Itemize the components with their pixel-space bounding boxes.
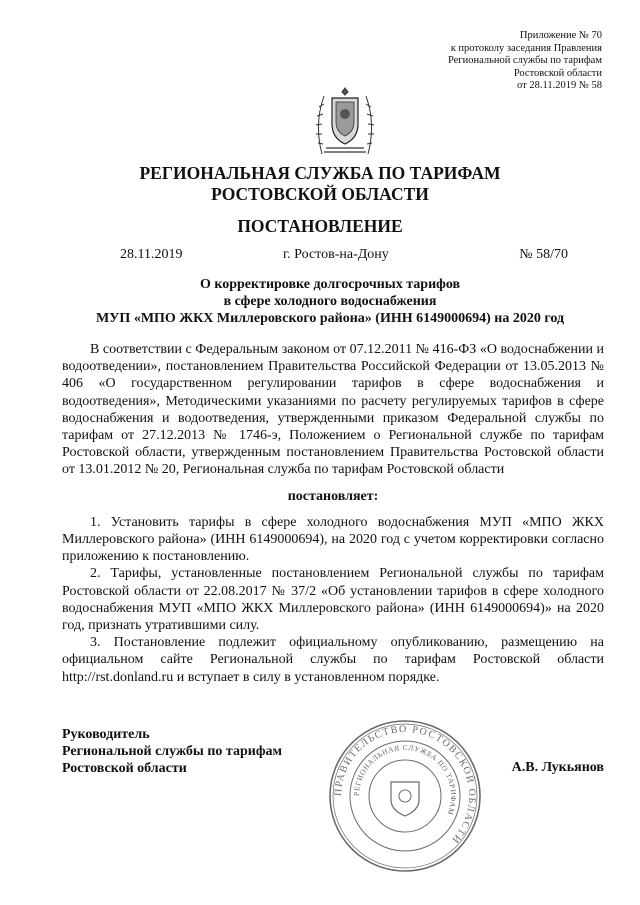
signatory-name: А.В. Лукьянов (511, 760, 604, 775)
item-paragraph: 2. Тарифы, установленные постановлением Региональной службы по тарифам Ростовской области от 22.08.2017 № 37/2 «Об установлении тарифов в сфере холодного водоснабжения МУП «МПО ЖКХ Миллеровского района» (ИНН 6149000694)» на 2020 год, признать утратившими силу. (62, 566, 604, 634)
organization-name-line: РЕГИОНАЛЬНАЯ СЛУЖБА ПО ТАРИФАМ (139, 163, 501, 183)
item-paragraph: 3. Постановление подлежит официальному опубликованию, размещению на официальном сайте Региональной службы по тарифам Ростовской области http://rst.donland.ru и вступает в силу в установленном порядке. (62, 635, 604, 685)
organization-name (0, 163, 640, 205)
document-dateline (120, 247, 568, 265)
document-subject (50, 276, 610, 327)
signatory-title (62, 726, 322, 777)
subject-line: О корректировке долгосрочных тарифов (199, 277, 461, 292)
annex-line: к протоколу заседания Правления (450, 42, 602, 54)
official-seal-icon (325, 716, 485, 876)
document-body (62, 341, 604, 686)
subject-line: МУП «МПО ЖКХ Миллеровского района» (ИНН 6149000694) на 2020 год (95, 311, 565, 326)
document-date: 28.11.2019 (120, 247, 183, 262)
organization-name-line: РОСТОВСКОЙ ОБЛАСТИ (211, 184, 429, 204)
document-type: ПОСТАНОВЛЕНИЕ (237, 216, 403, 236)
seal-outer-text: ПРАВИТЕЛЬСТВО РОСТОВСКОЙ ОБЛАСТИ (332, 723, 478, 847)
annex-note (362, 30, 602, 93)
item-paragraph: 1. Установить тарифы в сфере холодного водоснабжения МУП «МПО ЖКХ Миллеровского района» (ИНН 6149000694), на 2020 год с учетом корректировки согласно приложению к постановлению. (62, 514, 604, 565)
subject-line: в сфере холодного водоснабжения (223, 294, 437, 309)
signatory-title-line: Руководитель (62, 727, 150, 742)
decree-word: постановляет: (287, 488, 379, 504)
svg-text:РЕГИОНАЛЬНАЯ СЛУЖБА ПО ТАРИФАМ (352, 743, 458, 817)
seal-inner-text: РЕГИОНАЛЬНАЯ СЛУЖБА ПО ТАРИФАМ (351, 742, 459, 817)
annex-line: Региональной службы по тарифам (447, 55, 602, 66)
annex-line: Ростовской области (513, 67, 602, 79)
signatory-title-line: Региональной службы по тарифам (62, 744, 283, 759)
preamble-paragraph: В соответствии с Федеральным законом от 07.12.2011 № 416-ФЗ «О водоснабжении и водоотведении», постановлением Правительства Российской Федерации от 13.05.2013 № 406 «О государственном регулировании тарифов в сфере водоснабжения и водоотведения», Методическими указаниями по расчету регулируемых тарифов в сфере водоснабжения и водоотведения, утвержденными приказом Федеральной службы по тарифам от 27.12.2013 № 1746-э, Положением о Региональной службе по тарифам Ростовской области, утвержденным постановлением Правительства Ростовской области от 13.01.2012 № 20, Региональная служба по тарифам Ростовской области (62, 342, 604, 478)
document-number: № 58/70 (519, 247, 568, 262)
document-city: г. Ростов-на-Дону (283, 247, 389, 262)
signatory-title-line: Ростовской области (62, 761, 187, 776)
annex-line: Приложение № 70 (519, 30, 602, 41)
annex-line: от 28.11.2019 № 58 (517, 80, 602, 91)
coat-of-arms-icon (312, 84, 378, 160)
